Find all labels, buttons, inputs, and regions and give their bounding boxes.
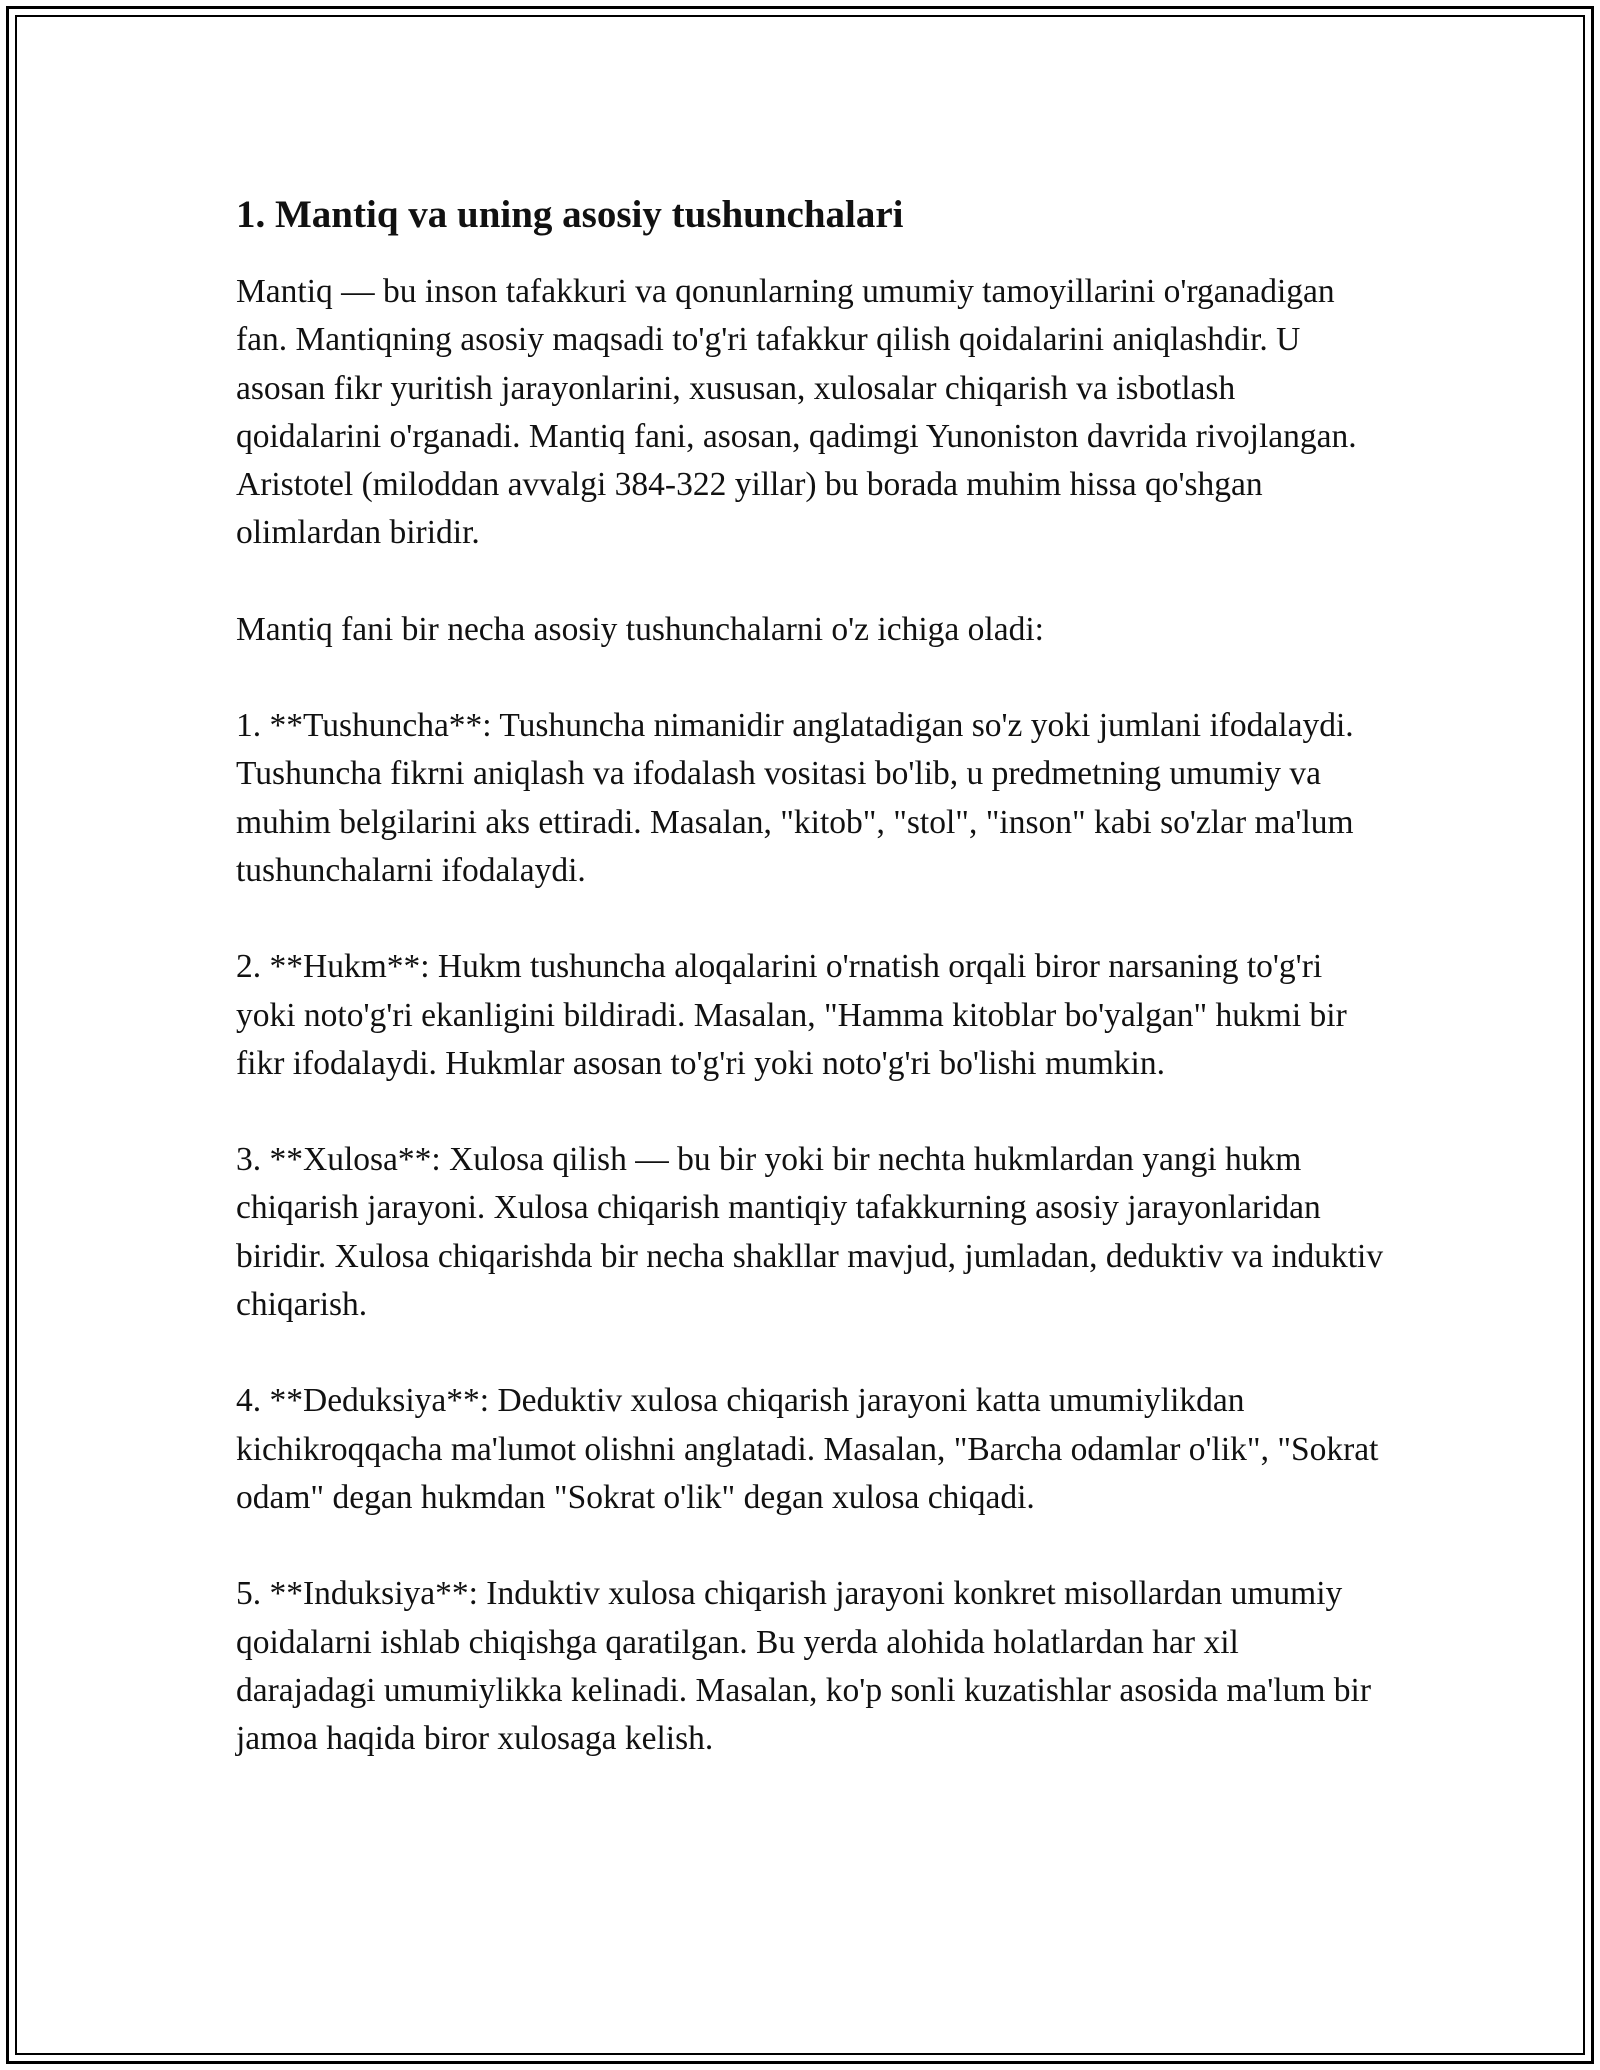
paragraph-intro: Mantiq — bu inson tafakkuri va qonunlarning umumiy tamoyillarini o'rganadigan fan. Mantiqning asosiy maqsadi to'g'ri tafakkur qilish qoidalarini aniqlashdir. U asosan fikr yuritish jarayonlarini, xususan, xulosalar chiqarish va isbotlash qoidalarini o'rganadi. Mantiq fani, asosan, qadimgi Yunoniston davrida rivojlangan. Aristotel (miloddan avvalgi 384-322 yillar) bu borada muhim hissa qo'shgan olimlardan biridir. bbox=[236, 273, 1357, 552]
paragraph-hukm: 2. **Hukm**: Hukm tushuncha aloqalarini o'rnatish orqali biror narsaning to'g'ri yoki noto'g'ri ekanligini bildiradi. Masalan, "Hamma kitoblar bo'yalgan" hukmi bir fikr ifodalaydi. Hukmlar asosan to'g'ri yoki noto'g'ri bo'lishi mumkin. bbox=[236, 948, 1347, 1082]
paragraph-xulosa: 3. **Xulosa**: Xulosa qilish — bu bir yoki bir nechta hukmlardan yangi hukm chiqarish jarayoni. Xulosa chiqarish mantiqiy tafakkurning asosiy jarayonlaridan biridir. Xulosa chiqarishda bir necha shakllar mavjud, jumladan, deduktiv va induktiv chiqarish. bbox=[236, 1141, 1384, 1324]
document-title: 1. Mantiq va uning asosiy tushunchalari bbox=[236, 193, 904, 236]
paragraph-deduksiya: 4. **Deduksiya**: Deduktiv xulosa chiqarish jarayoni katta umumiylikdan kichikroqqacha ma'lumot olishni anglatadi. Masalan, "Barcha odamlar o'lik", "Sokrat odam" degan hukmdan "Sokrat o'lik" degan xulosa chiqadi. bbox=[236, 1382, 1379, 1516]
document-body bbox=[236, 184, 1386, 1811]
paragraph-list-lead: Mantiq fani bir necha asosiy tushunchalarni o'z ichiga oladi: bbox=[236, 610, 1044, 648]
paragraph-tushuncha: 1. **Tushuncha**: Tushuncha nimanidir anglatadigan so'z yoki jumlani ifodalaydi. Tushuncha fikrni aniqlash va ifodalash vositasi bo'lib, u predmetning umumiy va muhim belgilarini aks ettiradi. Masalan, "kitob", "stol", "inson" kabi so'zlar ma'lum tushunchalarni ifodalaydi. bbox=[236, 707, 1354, 889]
paragraph-induksiya: 5. **Induksiya**: Induktiv xulosa chiqarish jarayoni konkret misollardan umumiy qoidalarni ishlab chiqishga qaratilgan. Bu yerda alohida holatlardan har xil darajadagi umumiylikka kelinadi. Masalan, ko'p sonli kuzatishlar asosida ma'lum bir jamoa haqida biror xulosaga kelish. bbox=[236, 1575, 1371, 1758]
